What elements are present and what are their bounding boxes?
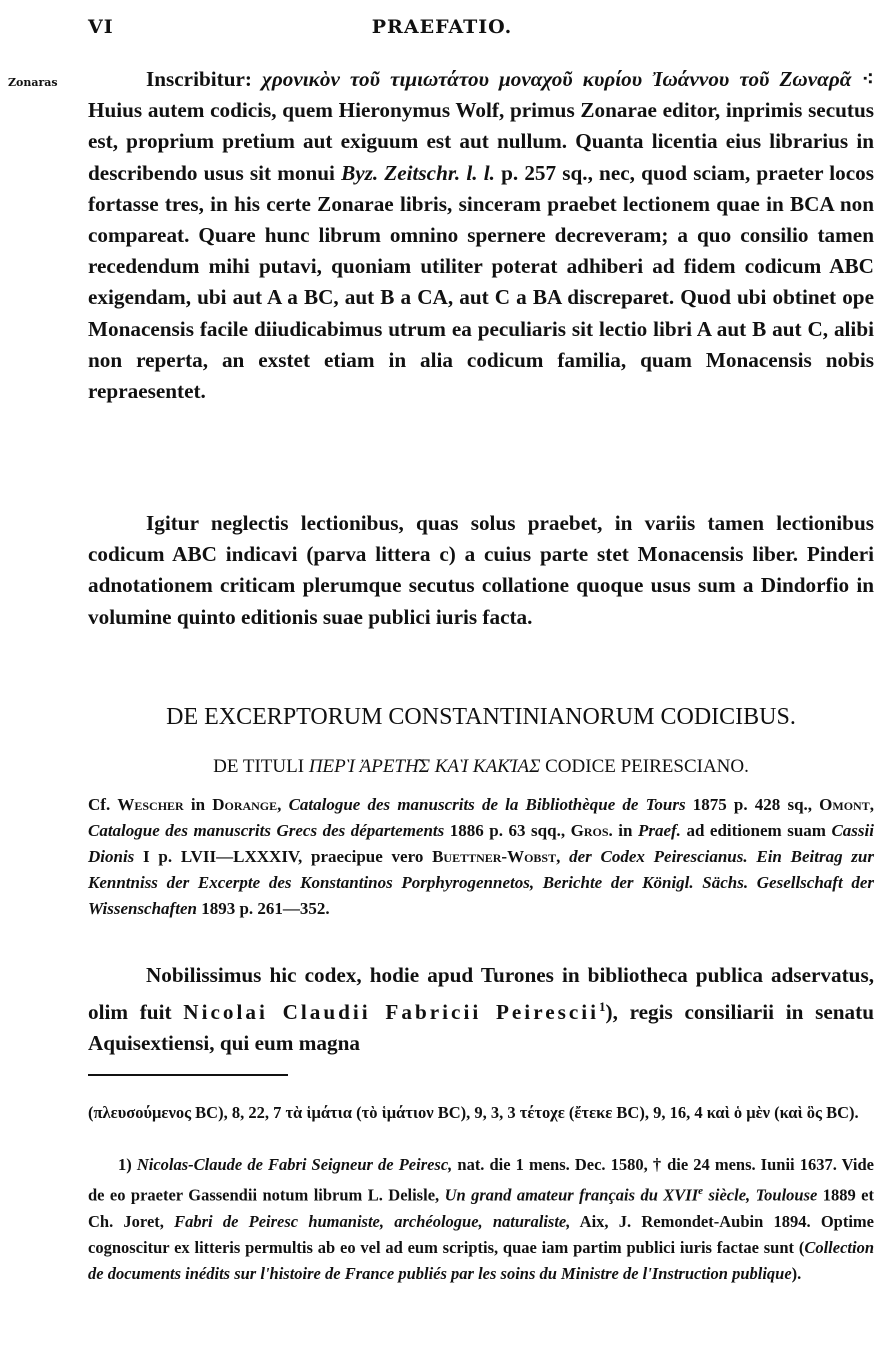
biblio-author: Buettner-Wobst [432, 847, 557, 866]
biblio-author: Wescher [117, 795, 184, 814]
p3-text-2: ), regis consiliarii in senatu Aquisextiensi, qui eum magna [88, 1000, 874, 1056]
fn-text: Aix, J. Remondet-Aubin 1894. Optime cognoscitur ex litteris permultis ab eo vel ad eum scriptis, quae iam partim publici iuris factae sunt ( [88, 1211, 874, 1257]
biblio-author: Omont [819, 795, 870, 814]
fn-text: ). [791, 1263, 802, 1283]
biblio-text: , [556, 847, 570, 866]
fn-superscript: e [698, 1185, 704, 1197]
biblio-text: ad editionem suam [680, 821, 832, 840]
biblio-author: Gros. [570, 821, 613, 840]
fn-text: 1889 et Ch. Joret, [88, 1185, 874, 1231]
fn-italic: Un grand amateur français du XVII [444, 1185, 699, 1205]
running-title: PRAEFATIO. [371, 16, 513, 38]
biblio-work: der Codex Peirescianus. Ein Beitrag zur Kenntniss der Excerpte des Konstantinos Porphyrogennetos, Berichte der Königl. Sächs. Gesellschaft der Wissenschaften [88, 847, 874, 918]
running-header [0, 12, 884, 42]
subtitle-greek: ΠΕΡῚ ἈΡΕΤΗ͂Σ ΚΑῚ ΚΑΚΊΑΣ [308, 756, 541, 777]
footnote-marker: 1 [599, 999, 606, 1015]
paragraph-igitur: Igitur neglectis lectionibus, quas solus praebet, in variis tamen lectionibus codicum ABC indicavi (parva littera c) a cuius parte stet Monacensis liber. Pinderi adnotationem criticam plerumque secutus collatione quoque usus sum a Dindorfio in volumine quinto editionis suae publici iuris facta. [88, 511, 874, 629]
p1-text-2: ⁖ Huius autem codicis, quem Hieronymus Wolf, primus Zonarae editor, inprimis secutus est, proprium pretium aut exiguum est aut nullum. Quanta licentia eius librarius in describendo usus sit monui [88, 67, 875, 185]
paragraph-zonaras [88, 64, 874, 407]
section-subtitle [88, 756, 874, 778]
section-title: DE EXCERPTORUM CONSTANTINIANORUM CODICIBUS. [166, 704, 796, 730]
margin-note: Zonaras [8, 76, 58, 89]
fn-text: 1) [118, 1155, 137, 1174]
biblio-work: Praef. [637, 821, 681, 840]
biblio-work: Cassii Dionis [88, 821, 874, 866]
biblio-text: I p. LVII—LXXXIV, praecipue vero [134, 847, 433, 866]
paragraph-nobilissimus [88, 960, 874, 1060]
footnote-1 [88, 1152, 874, 1287]
p1-citation: Byz. Zeitschr. l. l. [341, 160, 495, 185]
biblio-work: Catalogue des manuscrits Grecs des départements [88, 821, 445, 840]
biblio-author: Dorange [212, 795, 278, 814]
biblio-text: in [183, 795, 213, 814]
fn-text: nat. die 1 mens. Dec. 1580, † die 24 mens. Iunii 1637. Vide de eo praeter Gassendii notum librum L. Delisle, [88, 1155, 874, 1205]
fn-italic: Nicolas-Claude de Fabri Seigneur de Peiresc, [136, 1155, 453, 1174]
p3-text-1: Nobilissimus hic codex, hodie apud Turones in bibliotheca publica adservatus, olim fuit [88, 963, 874, 1025]
footnote-continuation: (πλευσούμενος BC), 8, 22, 7 τὰ ἱμάτια (τὸ ἱμάτιον BC), 9, 3, 3 τέτοχε (ἔτεκε BC), 9, 16, 4 καὶ ὁ μὲν (καὶ ὃς BC). [88, 1103, 859, 1122]
subtitle-text-1: DE TITULI [213, 756, 309, 777]
subtitle-text-2: CODICE PEIRESCIANO. [540, 756, 749, 777]
fn-italic: siècle, Toulouse [703, 1185, 818, 1205]
fn-italic: Collection de documents inédits sur l'histoire de France publiés par les soins du Ministre de l'Instruction publique [88, 1237, 874, 1283]
p1-greek-title: χρονικὸν τοῦ τιμιωτάτου μοναχοῦ κυρίου Ἰωάννου τοῦ Ζωναρᾶ [262, 67, 852, 91]
biblio-text: , [869, 795, 874, 814]
biblio-text: , [277, 795, 289, 814]
biblio-text: Cf. [88, 795, 118, 814]
p1-text-1: Inscribitur: [146, 67, 262, 91]
bibliography [88, 792, 874, 922]
fn-italic: Fabri de Peiresc humaniste, archéologue, naturaliste, [174, 1211, 571, 1231]
footnote-divider [88, 1074, 288, 1076]
page-number: VI [88, 16, 114, 38]
biblio-text: in [612, 821, 638, 840]
biblio-text: 1886 p. 63 sqq., [444, 821, 571, 840]
biblio-text: 1893 p. 261—352. [196, 899, 330, 918]
p3-name-spaced: Nicolai Claudii Fabricii Peirescii [183, 1000, 600, 1025]
p1-text-3: p. 257 sq., nec, quod sciam, praeter locos fortasse tres, in his certe Zonarae libris, sinceram praebet lectionem quae in BCA non compareat. Quare hunc librum omnino spernere decreveram; a quo consilio tamen recedendum mihi putavi, quoniam utiliter poterat adhiberi ad fidem codicum ABC exigendam, ubi aut A a BC, aut B a CA, aut C a BA discreparet. Quod ubi obtinet ope Monacensis facile diiudicabimus utrum ea peculiaris sit lectio libri A aut B aut C, alibi non reperta, an exstet etiam in alia codicum familia, quam Monacensis nobis repraesentet. [88, 160, 874, 404]
biblio-work: Catalogue des manuscrits de la Bibliothèque de Tours [288, 795, 686, 814]
biblio-text: 1875 p. 428 sq., [685, 795, 820, 814]
